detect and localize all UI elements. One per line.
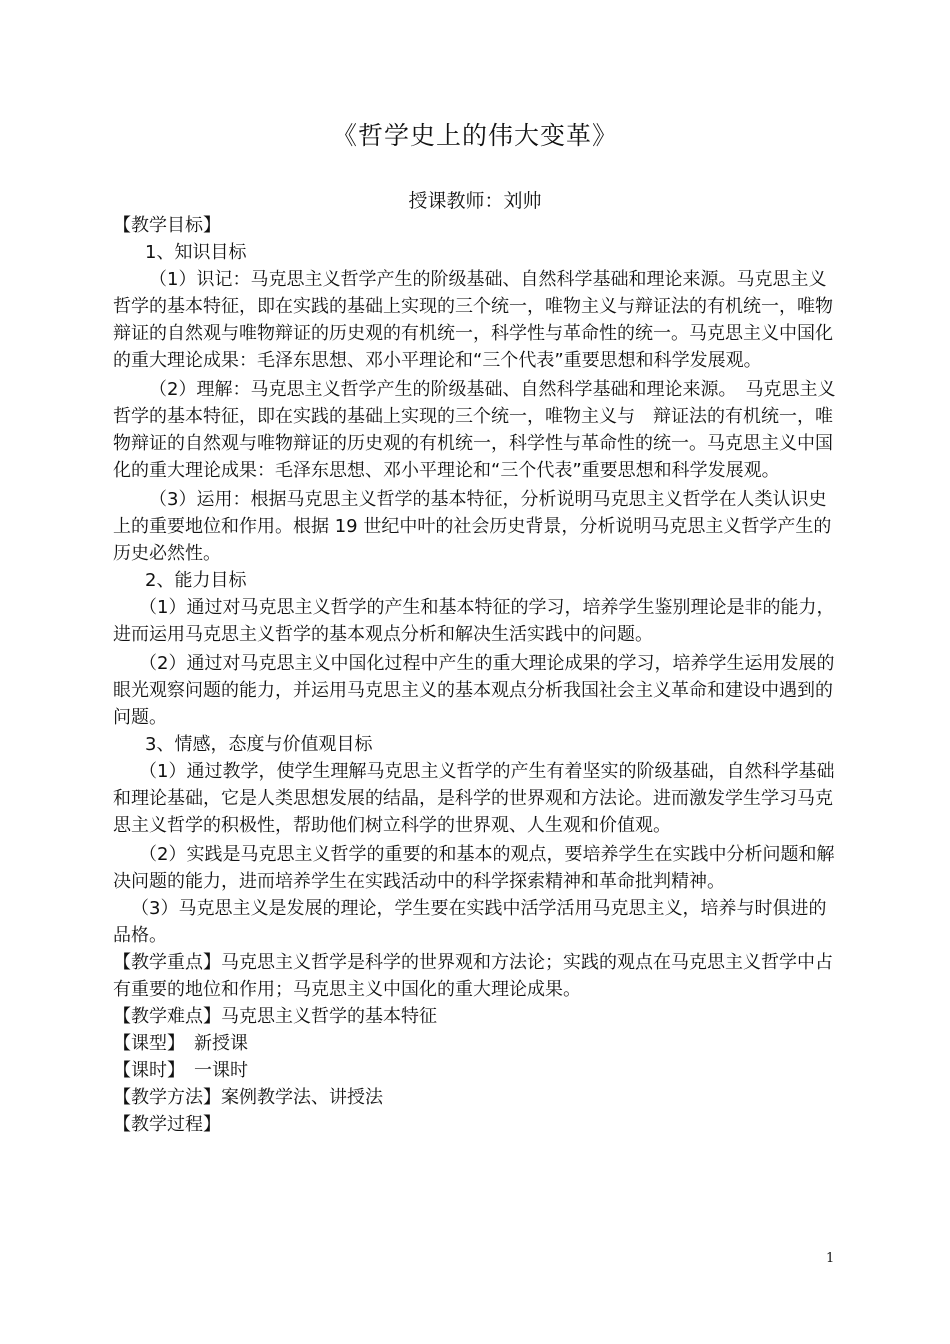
teaching-goals-heading: 【教学目标】 [113,215,221,236]
teaching-process-heading: 【教学过程】 [113,1114,221,1135]
ability-goal-2: （2）通过对马克思主义中国化过程中产生的重大理论成果的学习，培养学生运用发展的眼光观察问题的能力，并运用马克思主义的基本观点分析我国社会主义革命和建设中遇到的问题。 [113,653,835,728]
teaching-methods: 【教学方法】案例教学法、讲授法 [113,1087,383,1108]
emotion-goal-3: （3）马克思主义是发展的理论，学生要在实践中活学活用马克思主义，培养与时俱进的品格。 [113,898,827,946]
emotion-goal-1: （1）通过教学，使学生理解马克思主义哲学的产生有着坚实的阶级基础，自然科学基础和理论基础，它是人类思想发展的结晶，是科学的世界观和方法论。进而激发学生学习马克思主义哲学的积极性，帮助他们树立科学的世界观、人生观和价值观。 [113,761,835,836]
page-number: 1 [826,1251,835,1266]
key-points: 【教学重点】马克思主义哲学是科学的世界观和方法论；实践的观点在马克思主义哲学中占有重要的地位和作用；马克思主义中国化的重大理论成果。 [113,952,833,1000]
ability-goal-1: （1）通过对马克思主义哲学的产生和基本特征的学习，培养学生鉴别理论是非的能力，进而运用马克思主义哲学的基本观点分析和解决生活实践中的问题。 [113,597,835,645]
emotion-goal-2: （2）实践是马克思主义哲学的重要的和基本的观点，要培养学生在实践中分析问题和解决问题的能力，进而培养学生在实践活动中的科学探索精神和革命批判精神。 [113,844,835,892]
knowledge-goal-2: （2）理解：马克思主义哲学产生的阶级基础、自然科学基础和理论来源。 马克思主义哲学的基本特征，即在实践的基础上实现的三个统一，唯物主义与 辩证法的有机统一，唯物辩证的自然观与唯物辩证的历史观的有机统一，科学性与革命性的统一。马克思主义中国化的重大理论成果：毛泽东思想、邓小平理论和“三个代表”重要思想和科学发展观。 [113,379,836,481]
difficulty: 【教学难点】马克思主义哲学的基本特征 [113,1006,437,1027]
document-body [113,212,840,1138]
emotion-goals-heading: 3、情感，态度与价值观目标 [145,734,373,755]
knowledge-goals-heading: 1、知识目标 [145,242,247,263]
ability-goals-heading: 2、能力目标 [145,570,247,591]
knowledge-goal-1: （1）识记：马克思主义哲学产生的阶级基础、自然科学基础和理论来源。马克思主义哲学的基本特征，即在实践的基础上实现的三个统一，唯物主义与辩证法的有机统一，唯物辩证的自然观与唯物辩证的历史观的有机统一，科学性与革命性的统一。马克思主义中国化的重大理论成果：毛泽东思想、邓小平理论和“三个代表”重要思想和科学发展观。 [113,269,833,371]
lesson-type: 【课型】 新授课 [113,1033,248,1054]
knowledge-goal-3: （3）运用：根据马克思主义哲学的基本特征，分析说明马克思主义哲学在人类认识史上的重要地位和作用。根据 19 世纪中叶的社会历史背景，分析说明马克思主义哲学产生的历史必然性。 [113,489,832,564]
lesson-time: 【课时】 一课时 [113,1060,248,1081]
teacher-line: 授课教师：刘帅 [408,190,542,212]
document-title: 《哲学史上的伟大变革》 [331,121,618,150]
